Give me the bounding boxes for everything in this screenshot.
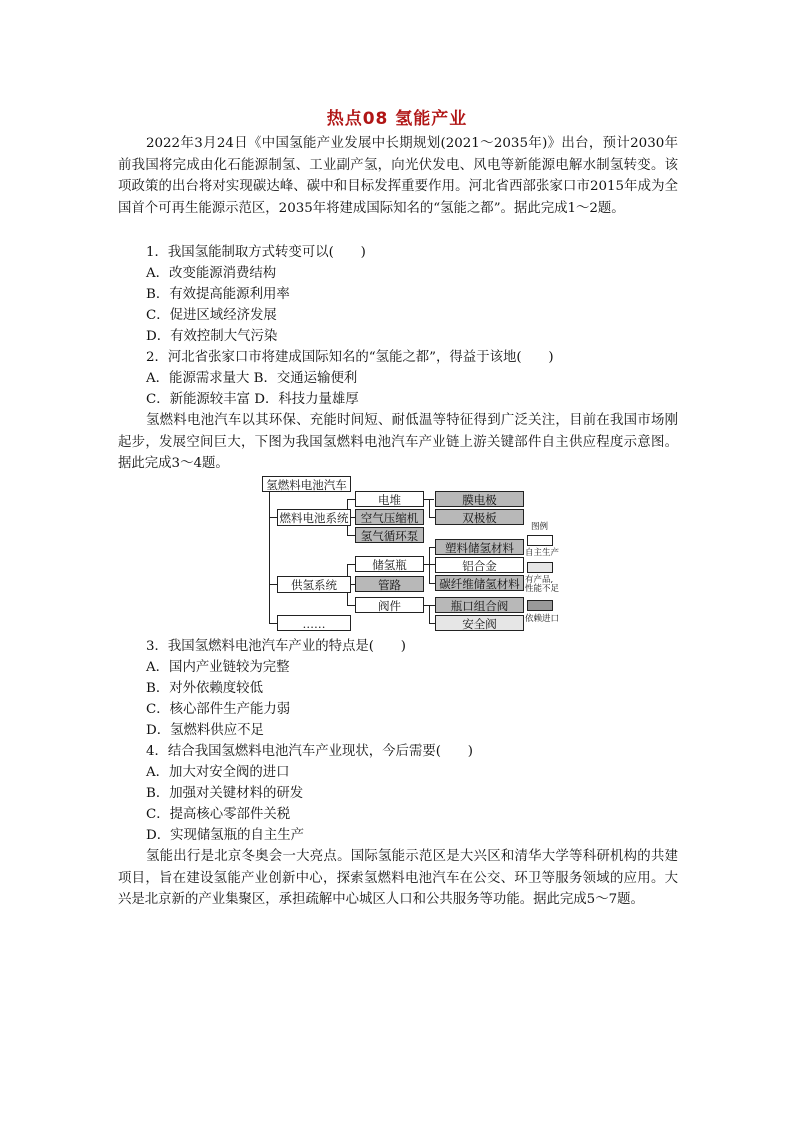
- question-4-option-c: C．提高核心零部件关税: [146, 807, 291, 822]
- question-4-option-a: A．加大对安全阀的进口: [146, 765, 290, 780]
- node-bottle-valve: 瓶口组合阀: [435, 597, 524, 613]
- question-2-options-ab: A．能源需求量大 B．交通运输便利: [146, 371, 358, 386]
- legend-title: 图例: [531, 522, 549, 532]
- node-bipolar-plate: 双极板: [435, 509, 524, 525]
- node-membrane-electrode: 膜电极: [435, 491, 524, 507]
- intro-paragraph-2: 氢燃料电池汽车以其环保、充能时间短、耐低温等特征得到广泛关注，目前在我国市场刚起步，发展空间巨大，下图为我国氢燃料电池汽车产业链上游关键部件自主供应程度示意图。据此完成3～4题。: [118, 413, 678, 471]
- legend-swatch-insufficient: [527, 562, 553, 573]
- node-carbon-fiber-material: 碳纤维储氢材料: [435, 575, 524, 591]
- node-valve: 阀件: [355, 597, 424, 613]
- question-3-stem: 3．我国氢燃料电池汽车产业的特点是( ): [146, 639, 406, 654]
- node-hydrogen-tank: 储氢瓶: [355, 556, 424, 572]
- question-1-option-b: B．有效提高能源利用率: [146, 287, 290, 302]
- question-1-option-c: C．促进区域经济发展: [146, 308, 277, 323]
- node-hydrogen-circulation-pump: 氢气循环泵: [355, 527, 424, 543]
- node-pipeline: 管路: [355, 576, 424, 592]
- node-plastic-material: 塑料储氢材料: [435, 539, 524, 555]
- question-4-stem: 4．结合我国氢燃料电池汽车产业现状，今后需要( ): [146, 744, 473, 759]
- node-root: 氢燃料电池汽车: [262, 476, 351, 492]
- intro-paragraph-3: 氢能出行是北京冬奥会一大亮点。国际氢能示范区是大兴区和清华大学等科研机构的共建项目，旨在建设氢能产业创新中心，探索氢燃料电池汽车在公交、环卫等服务领域的应用。大兴是北京新的产业集聚区，承担疏解中心城区人口和公共服务等功能。据此完成5～7题。: [118, 849, 678, 907]
- question-1-option-a: A．改变能源消费结构: [146, 266, 277, 281]
- question-2-stem: 2．河北省张家口市将建成国际知名的“氢能之都”，得益于该地( ): [146, 350, 554, 365]
- question-2-options-cd: C．新能源较丰富 D．科技力量雄厚: [146, 392, 359, 407]
- industry-chain-diagram: [259, 473, 559, 635]
- node-hydrogen-supply-system: 供氢系统: [277, 576, 351, 593]
- legend-label-insufficient: 有产品, 性能不足: [525, 575, 560, 594]
- question-3-option-d: D．氢燃料供应不足: [146, 723, 264, 738]
- question-3-option-a: A．国内产业链较为完整: [146, 660, 290, 675]
- node-more: ……: [277, 615, 351, 631]
- node-aluminum-alloy: 铝合金: [435, 557, 524, 573]
- question-1-stem: 1．我国氢能制取方式转变可以( ): [146, 245, 366, 260]
- node-air-compressor: 空气压缩机: [355, 509, 424, 525]
- node-safety-valve: 安全阀: [435, 615, 524, 631]
- node-stack: 电堆: [355, 491, 424, 507]
- question-4-option-d: D．实现储氢瓶的自主生产: [146, 828, 305, 843]
- question-1-option-d: D．有效控制大气污染: [146, 329, 278, 344]
- legend-swatch-self-produced: [527, 535, 553, 546]
- legend-swatch-import: [527, 600, 553, 611]
- question-3-option-b: B．对外依赖度较低: [146, 681, 263, 696]
- question-4-option-b: B．加强对关键材料的研发: [146, 786, 304, 801]
- node-fuel-cell-system: 燃料电池系统: [277, 509, 351, 526]
- page-title: 热点08 氢能产业: [326, 109, 468, 129]
- legend-label-self-produced: 自主生产: [525, 548, 560, 558]
- question-3-option-c: C．核心部件生产能力弱: [146, 702, 291, 717]
- legend-label-import: 依赖进口: [525, 614, 560, 624]
- intro-paragraph-1: 2022年3月24日《中国氢能产业发展中长期规划(2021～2035年)》出台，预计2030年前我国将完成由化石能源制氢、工业副产氢，向光伏发电、风电等新能源电解水制氢转变。该项政策的出台将对实现碳达峰、碳中和目标发挥重要作用。河北省西部张家口市2015年成为全国首个可再生能源示范区，2035年将建成国际知名的“氢能之都”。据此完成1～2题。: [118, 136, 678, 216]
